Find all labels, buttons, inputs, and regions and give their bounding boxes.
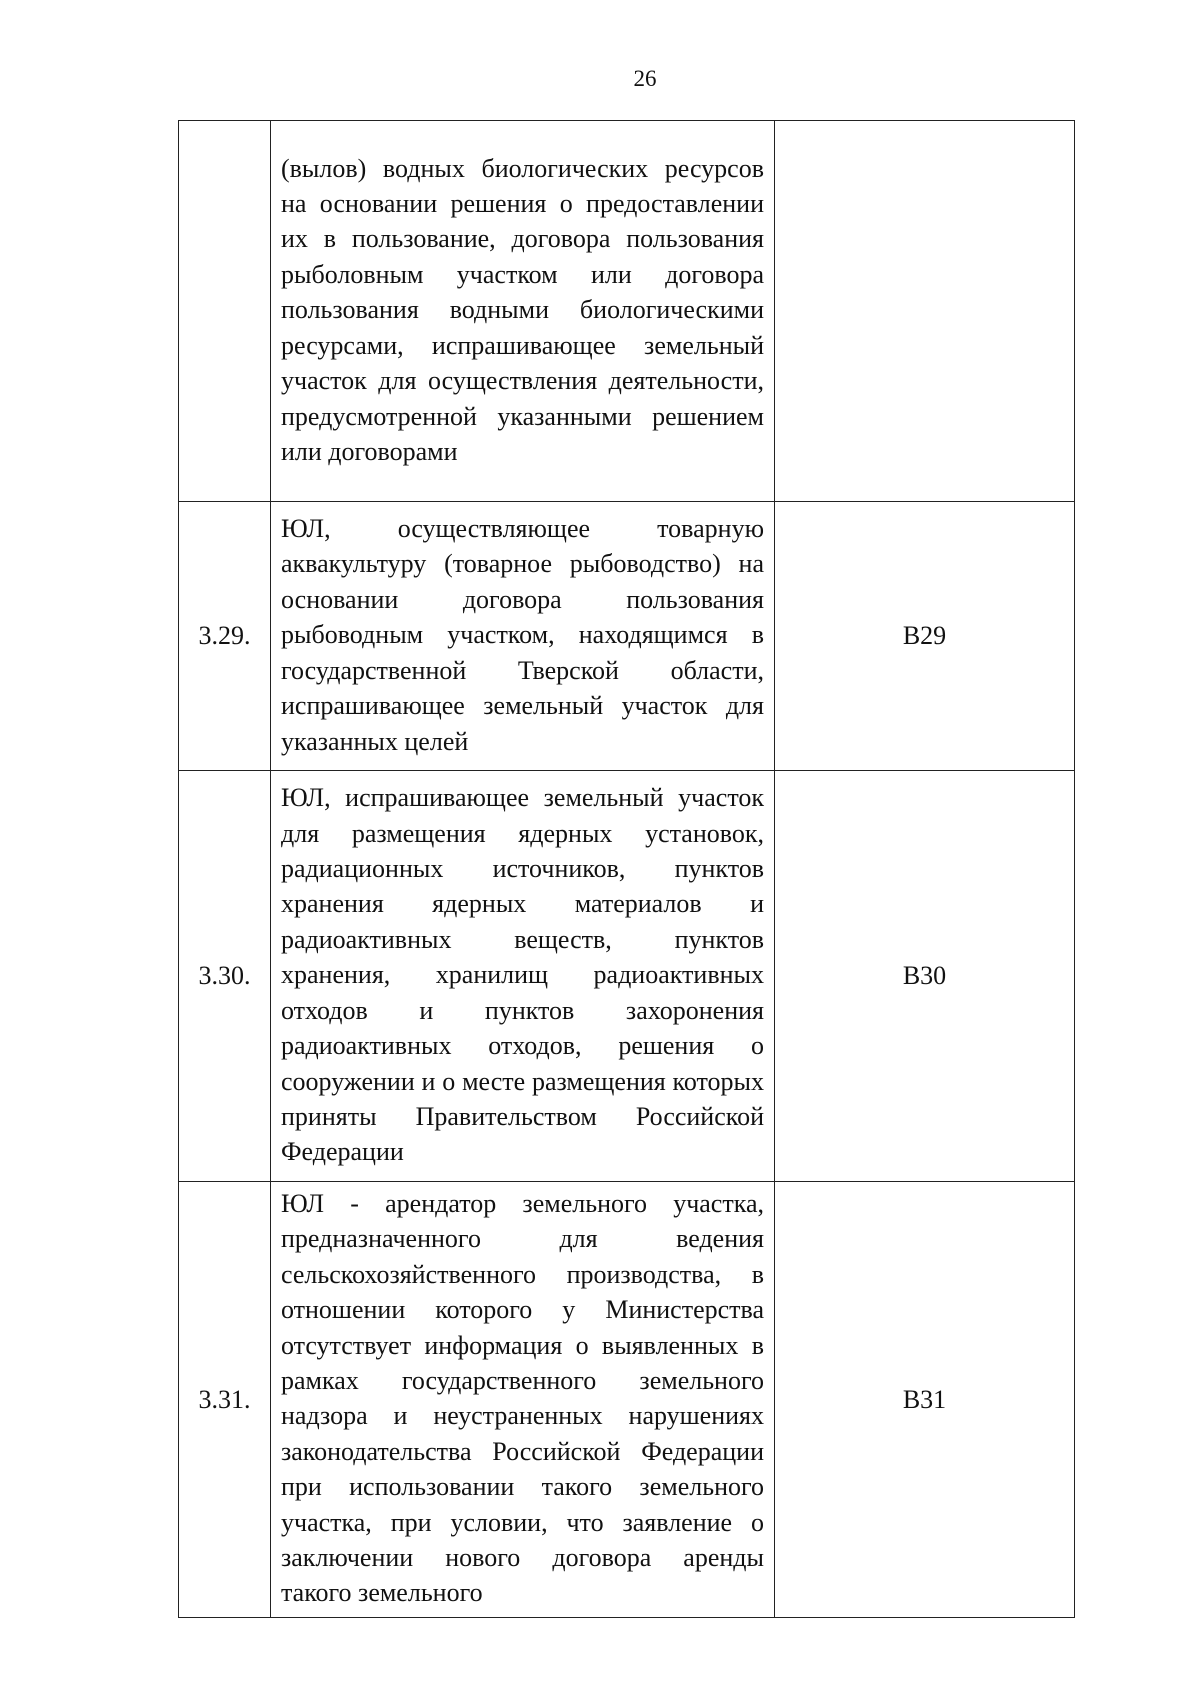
row-description: ЮЛ, испрашивающее земельный участок для размещения ядерных установок, радиационных источников, пунктов хранения ядерных материалов и радиоактивных веществ, пунктов хранения, хранилищ радиоактивных отходов и пунктов захоронения радиоактивных отходов, решения о сооружении и о месте размещения которых приняты Правительством Российской Федерации [271,771,775,1182]
document-table [178,120,1075,1618]
row-number: 3.30. [179,771,271,1182]
row-number: 3.31. [179,1182,271,1618]
row-description: ЮЛ - арендатор земельного участка, предназначенного для ведения сельскохозяйственного производства, в отношении которого у Министерства отсутствует информация о выявленных в рамках государственного земельного надзора и неустраненных нарушениях законодательства Российской Федерации при использовании такого земельного участка, при условии, что заявление о заключении нового договора аренды такого земельного [271,1182,775,1618]
row-code: В29 [775,502,1075,771]
table-row [179,121,1075,502]
row-code: В31 [775,1182,1075,1618]
table-row [179,1182,1075,1618]
table-row [179,502,1075,771]
row-code [775,121,1075,502]
page-number: 26 [633,66,657,91]
table-row [179,771,1075,1182]
row-number [179,121,271,502]
row-description: (вылов) водных биологических ресурсов на основании решения о предоставлении их в пользование, договора пользования рыболовным участком или договора пользования водными биологическими ресурсами, испрашивающее земельный участок для осуществления деятельности, предусмотренной указанными решением или договорами [271,121,775,502]
row-description: ЮЛ, осуществляющее товарную аквакультуру (товарное рыбоводство) на основании договора пользования рыбоводным участком, находящимся в государственной Тверской области, испрашивающее земельный участок для указанных целей [271,502,775,771]
row-code: В30 [775,771,1075,1182]
row-number: 3.29. [179,502,271,771]
